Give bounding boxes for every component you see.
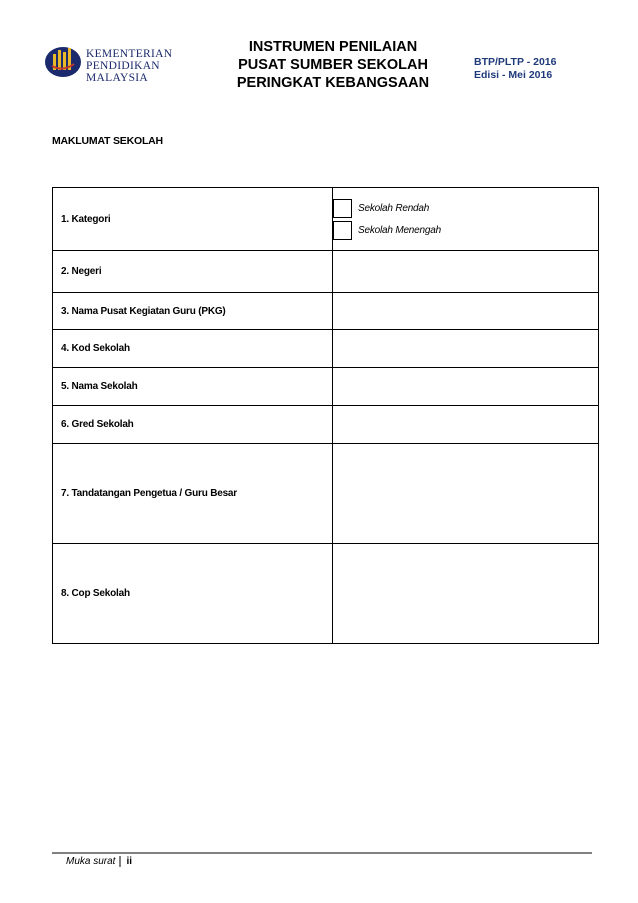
ministry-logo [44, 40, 204, 88]
field-value[interactable] [333, 368, 599, 406]
logo-line-2: PENDIDIKAN [86, 60, 160, 72]
field-value[interactable] [333, 406, 599, 444]
field-label: 4. Kod Sekolah [53, 330, 333, 368]
table-row [53, 330, 599, 368]
field-label: 6. Gred Sekolah [53, 406, 333, 444]
page-footer [66, 856, 132, 867]
field-value[interactable] [333, 330, 599, 368]
ministry-emblem-icon [44, 42, 82, 80]
table-row [53, 368, 599, 406]
title-line-2: PUSAT SUMBER SEKOLAH [238, 57, 428, 73]
field-label: 8. Cop Sekolah [53, 544, 333, 644]
table-row [53, 406, 599, 444]
logo-line-3: MALAYSIA [86, 72, 149, 84]
signature-field[interactable] [333, 444, 599, 544]
field-value[interactable] [333, 251, 599, 293]
school-info-table [52, 187, 599, 644]
page-label: Muka surat [66, 856, 121, 867]
title-line-3: PERINGKAT KEBANGSAAN [236, 75, 430, 91]
field-label: 3. Nama Pusat Kegiatan Guru (PKG) [53, 293, 333, 330]
section-title: MAKLUMAT SEKOLAH [52, 135, 163, 147]
table-row [53, 544, 599, 644]
table-row [53, 293, 599, 330]
option-secondary[interactable] [333, 219, 590, 241]
option-label: Sekolah Menengah [358, 224, 441, 236]
table-row [53, 444, 599, 544]
category-options [333, 188, 599, 251]
checkbox-primary[interactable] [333, 199, 352, 218]
page-number: ii [126, 856, 133, 867]
stamp-field[interactable] [333, 544, 599, 644]
footer-divider [52, 852, 592, 854]
document-title [222, 38, 444, 92]
document-code: BTP/PLTP - 2016 [474, 56, 557, 68]
field-label: 5. Nama Sekolah [53, 368, 333, 406]
checkbox-secondary[interactable] [333, 221, 352, 240]
table-row [53, 251, 599, 293]
field-label: 2. Negeri [53, 251, 333, 293]
field-value[interactable] [333, 293, 599, 330]
option-primary[interactable] [333, 197, 590, 219]
option-label: Sekolah Rendah [358, 202, 430, 214]
logo-line-1: KEMENTERIAN [86, 48, 173, 60]
field-label: 7. Tandatangan Pengetua / Guru Besar [53, 444, 333, 544]
field-label: 1. Kategori [53, 188, 333, 251]
table-row [53, 188, 599, 251]
edition-info [474, 56, 556, 82]
edition-date: Edisi - Mei 2016 [474, 69, 553, 81]
title-line-1: INSTRUMEN PENILAIAN [248, 39, 418, 55]
